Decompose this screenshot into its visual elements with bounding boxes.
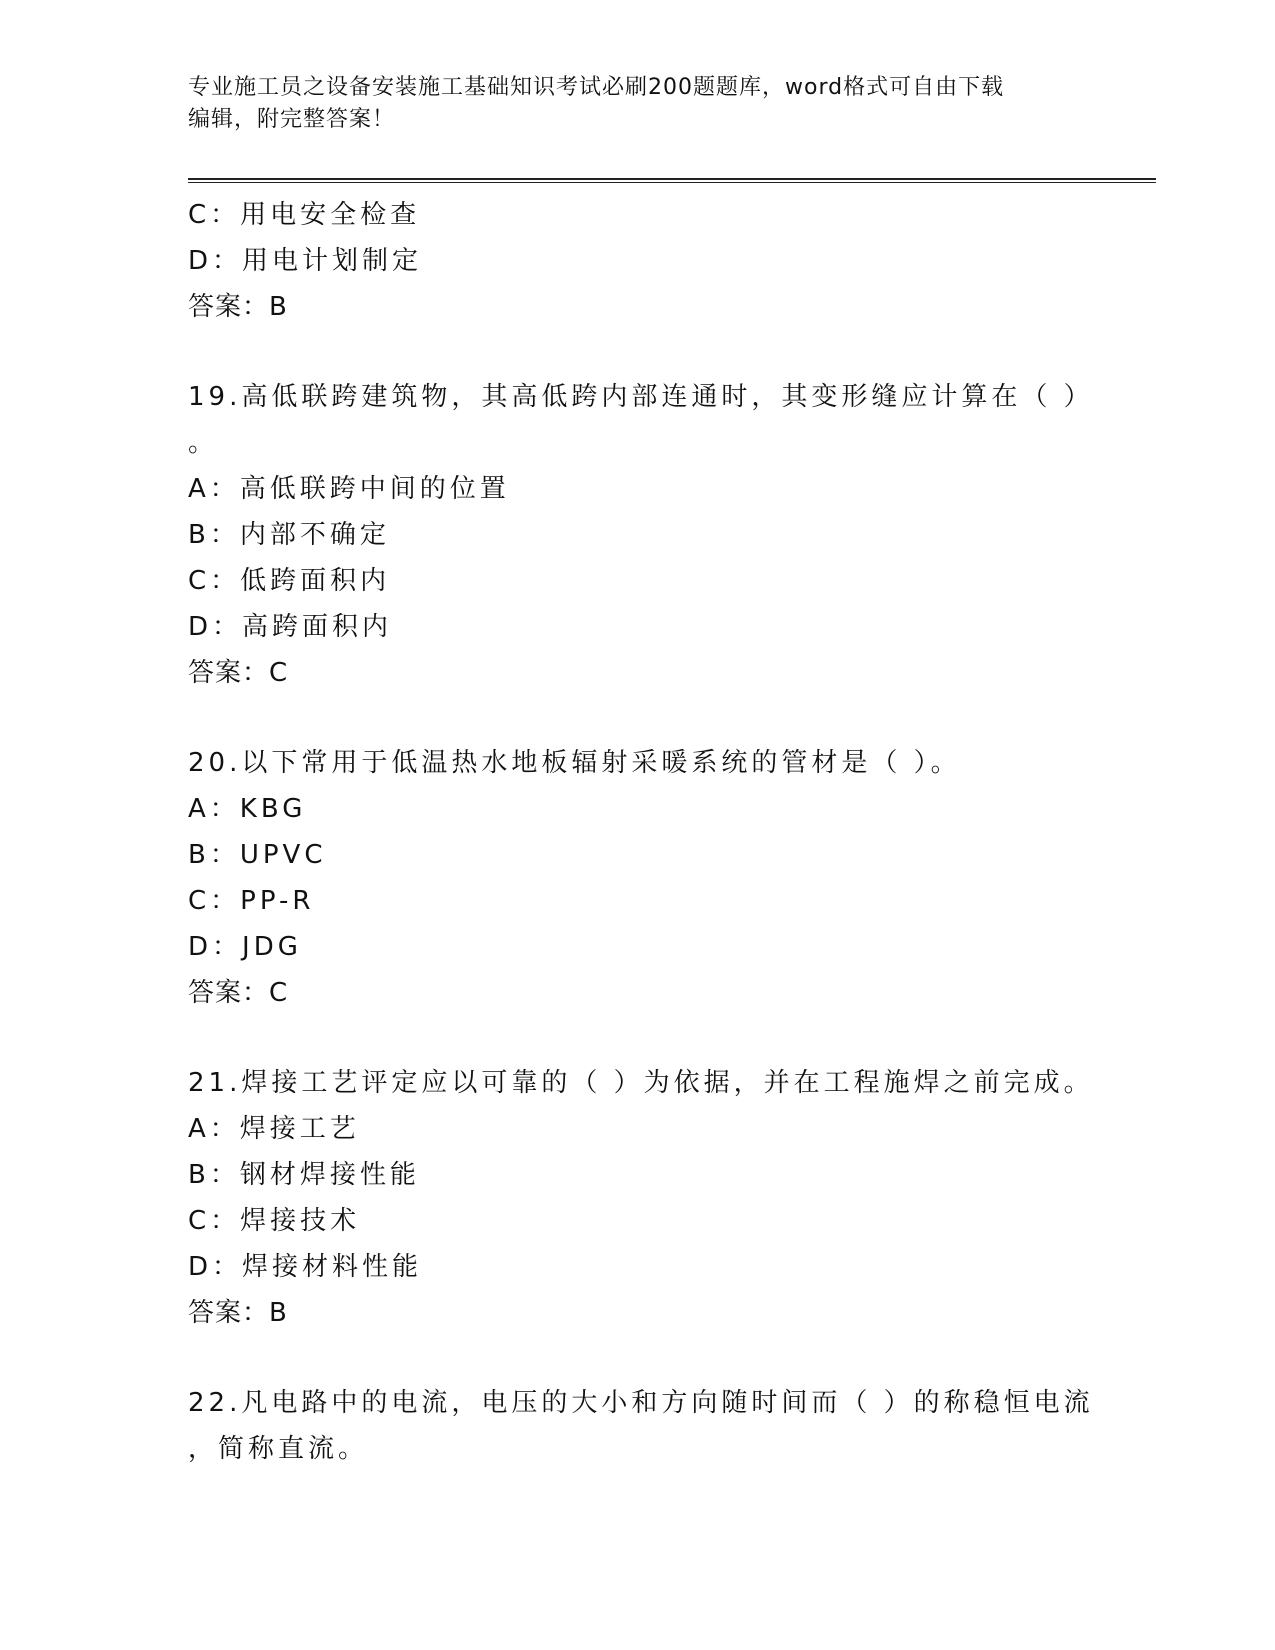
option-b: B：钢材焊接性能	[188, 1160, 420, 1190]
question-stem-continued: ，简称直流。	[188, 1434, 369, 1464]
question-stem: 22.凡电路中的电流，电压的大小和方向随时间而（ ）的称稳恒电流	[188, 1388, 1094, 1418]
question-stem: 19.高低联跨建筑物，其高低跨内部连通时，其变形缝应计算在（ ）	[188, 382, 1094, 412]
answer: 答案：C	[188, 978, 289, 1008]
question-20	[188, 740, 1088, 1016]
option-a: A：焊接工艺	[188, 1114, 360, 1144]
option-a: A：高低联跨中间的位置	[188, 474, 510, 504]
answer: 答案：B	[188, 292, 288, 322]
option-c: C：用电安全检查	[188, 200, 421, 230]
question-18-tail	[188, 192, 1088, 330]
question-stem-continued: 。	[188, 428, 219, 458]
answer: 答案：C	[188, 658, 289, 688]
option-b: B：内部不确定	[188, 520, 390, 550]
option-d: D：JDG	[188, 932, 302, 962]
header-divider	[188, 178, 1156, 183]
answer: 答案：B	[188, 1298, 288, 1328]
option-c: C：PP-R	[188, 886, 315, 916]
header-line-2: 编辑，附完整答案！	[188, 107, 396, 132]
question-21	[188, 1060, 1094, 1336]
question-list	[188, 192, 1094, 1472]
option-a: A：KBG	[188, 794, 307, 824]
option-d: D：用电计划制定	[188, 246, 423, 276]
option-d: D：高跨面积内	[188, 612, 393, 642]
question-19	[188, 374, 1094, 696]
question-stem: 20.以下常用于低温热水地板辐射采暖系统的管材是（ ）。	[188, 748, 961, 778]
question-stem: 21.焊接工艺评定应以可靠的（ ）为依据，并在工程施焊之前完成。	[188, 1068, 1094, 1098]
document-header	[188, 72, 1068, 136]
option-c: C：低跨面积内	[188, 566, 391, 596]
option-b: B：UPVC	[188, 840, 327, 870]
option-d: D：焊接材料性能	[188, 1252, 423, 1282]
question-22	[188, 1380, 1094, 1472]
option-c: C：焊接技术	[188, 1206, 361, 1236]
header-line-1: 专业施工员之设备安装施工基础知识考试必刷200题题库，word格式可自由下载	[188, 75, 1005, 100]
